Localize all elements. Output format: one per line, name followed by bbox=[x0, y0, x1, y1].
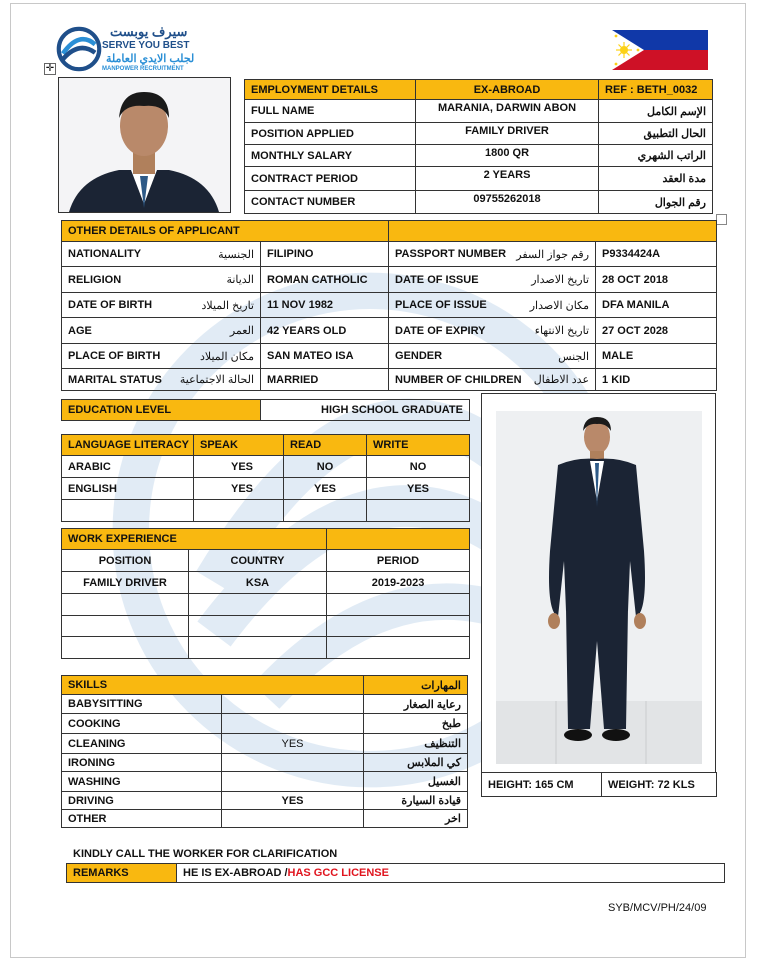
full-name-arabic: الإسم الكامل bbox=[599, 100, 713, 123]
pob-value: SAN MATEO ISA bbox=[261, 344, 389, 369]
skill-name: COOKING bbox=[62, 714, 222, 734]
globe-logo-icon bbox=[56, 26, 102, 72]
reference-number: REF : BETH_0032 bbox=[599, 80, 713, 100]
clarification-notice: KINDLY CALL THE WORKER FOR CLARIFICATION bbox=[73, 848, 338, 860]
weight-value: WEIGHT: 72 KLS bbox=[602, 773, 717, 797]
language-write: YES bbox=[367, 478, 470, 500]
work-country bbox=[189, 616, 327, 637]
work-position bbox=[62, 594, 189, 616]
remarks-highlight: HAS GCC LICENSE bbox=[287, 867, 389, 879]
work-country-header: COUNTRY bbox=[189, 550, 327, 572]
issue-date-arabic: تاريخ الاصدار bbox=[531, 274, 590, 286]
work-position bbox=[62, 616, 189, 637]
skills-header: SKILLS bbox=[62, 676, 364, 695]
skills-header-arabic: المهارات bbox=[364, 676, 468, 695]
other-details-table bbox=[61, 220, 717, 391]
education-value: HIGH SCHOOL GRADUATE bbox=[261, 400, 470, 421]
education-label: EDUCATION LEVEL bbox=[62, 400, 261, 421]
language-name: ENGLISH bbox=[62, 478, 194, 500]
skill-value: YES bbox=[222, 792, 364, 810]
write-header: WRITE bbox=[367, 435, 470, 456]
skill-arabic: الغسيل bbox=[364, 772, 468, 792]
speak-header: SPEAK bbox=[194, 435, 284, 456]
skill-name: CLEANING bbox=[62, 734, 222, 754]
brand-arabic-tagline: لجلب الايدي العاملة bbox=[106, 53, 195, 65]
contract-arabic: مدة العقد bbox=[599, 167, 713, 191]
gender-arabic: الجنس bbox=[558, 350, 590, 363]
skill-value bbox=[222, 810, 364, 828]
expiry-label: DATE OF EXPIRY bbox=[395, 324, 486, 337]
issue-place-value: DFA MANILA bbox=[596, 293, 717, 318]
other-details-header-blank bbox=[389, 221, 717, 242]
work-period bbox=[327, 594, 470, 616]
work-experience-header-blank bbox=[327, 529, 470, 550]
age-label: AGE bbox=[68, 324, 92, 337]
marital-value: MARRIED bbox=[261, 369, 389, 391]
work-experience-header: WORK EXPERIENCE bbox=[62, 529, 327, 550]
skill-arabic: رعاية الصغار bbox=[364, 695, 468, 714]
language-write bbox=[367, 500, 470, 522]
contract-value: 2 YEARS bbox=[416, 167, 599, 191]
position-label: POSITION APPLIED bbox=[245, 123, 416, 145]
work-experience-table bbox=[61, 528, 470, 659]
language-speak bbox=[194, 500, 284, 522]
age-value: 42 YEARS OLD bbox=[261, 318, 389, 344]
skill-value bbox=[222, 754, 364, 772]
skills-table bbox=[61, 675, 468, 828]
dob-value: 11 NOV 1982 bbox=[261, 293, 389, 318]
skill-arabic: طبخ bbox=[364, 714, 468, 734]
height-value: HEIGHT: 165 CM bbox=[482, 773, 602, 797]
language-name bbox=[62, 500, 194, 522]
work-position bbox=[62, 637, 189, 659]
pob-arabic: مكان الميلاد bbox=[199, 350, 254, 363]
nationality-label: NATIONALITY bbox=[68, 248, 142, 260]
work-position-header: POSITION bbox=[62, 550, 189, 572]
work-period bbox=[327, 616, 470, 637]
work-period bbox=[327, 637, 470, 659]
employment-table bbox=[244, 79, 713, 214]
language-read: NO bbox=[284, 456, 367, 478]
full-name-label: FULL NAME bbox=[245, 100, 416, 123]
philippines-flag-icon bbox=[612, 30, 708, 70]
skill-name: IRONING bbox=[62, 754, 222, 772]
skill-arabic: كي الملابس bbox=[364, 754, 468, 772]
work-country bbox=[189, 594, 327, 616]
religion-value: ROMAN CATHOLIC bbox=[261, 267, 389, 293]
skill-name: BABYSITTING bbox=[62, 695, 222, 714]
language-speak: YES bbox=[194, 478, 284, 500]
children-label: NUMBER OF CHILDREN bbox=[395, 373, 522, 386]
skill-arabic: قيادة السيارة bbox=[364, 792, 468, 810]
salary-value: 1800 QR bbox=[416, 145, 599, 167]
education-table bbox=[61, 399, 470, 421]
brand-arabic-name: سيرف يوبست bbox=[110, 24, 188, 39]
work-period-header: PERIOD bbox=[327, 550, 470, 572]
skill-arabic: اخر bbox=[364, 810, 468, 828]
marital-arabic: الحالة الاجتماعية bbox=[179, 374, 254, 386]
pob-label: PLACE OF BIRTH bbox=[68, 350, 161, 362]
skill-value bbox=[222, 695, 364, 714]
expiry-arabic: تاريخ الانتهاء bbox=[534, 325, 590, 337]
issue-date-value: 28 OCT 2018 bbox=[596, 267, 717, 293]
remarks-label: REMARKS bbox=[67, 864, 177, 883]
work-country: KSA bbox=[189, 572, 327, 594]
passport-arabic: رقم جواز السفر bbox=[516, 248, 590, 261]
passport-value: P9334424A bbox=[596, 242, 717, 267]
work-period: 2019-2023 bbox=[327, 572, 470, 594]
skill-value: YES bbox=[222, 734, 364, 754]
religion-label: RELIGION bbox=[68, 273, 122, 286]
gender-value: MALE bbox=[596, 344, 717, 369]
issue-date-label: DATE OF ISSUE bbox=[395, 273, 479, 286]
passport-label: PASSPORT NUMBER bbox=[395, 248, 507, 260]
marital-label: MARITAL STATUS bbox=[68, 373, 162, 386]
measurements-table bbox=[481, 772, 717, 797]
contract-label: CONTRACT PERIOD bbox=[245, 167, 416, 191]
gender-label: GENDER bbox=[395, 350, 443, 362]
brand-tagline: MANPOWER RECRUITMENT bbox=[102, 66, 184, 72]
dob-arabic: تاريخ الميلاد bbox=[201, 299, 254, 312]
skill-arabic: التنظيف bbox=[364, 734, 468, 754]
issue-place-label: PLACE OF ISSUE bbox=[395, 299, 487, 311]
nationality-arabic: الجنسية bbox=[218, 248, 254, 261]
contact-label: CONTACT NUMBER bbox=[245, 191, 416, 214]
other-details-header: OTHER DETAILS OF APPLICANT bbox=[62, 221, 389, 242]
salary-arabic: الراتب الشهري bbox=[599, 145, 713, 167]
nationality-value: FILIPINO bbox=[261, 242, 389, 267]
language-speak: YES bbox=[194, 456, 284, 478]
children-arabic: عدد الاطفال bbox=[533, 374, 590, 386]
children-value: 1 KID bbox=[596, 369, 717, 391]
expiry-value: 27 OCT 2028 bbox=[596, 318, 717, 344]
move-handle-icon[interactable]: ✛ bbox=[45, 63, 55, 74]
skill-name: OTHER bbox=[62, 810, 222, 828]
employment-header: EMPLOYMENT DETAILS bbox=[245, 80, 416, 100]
age-arabic: العمر bbox=[229, 325, 254, 337]
skill-name: WASHING bbox=[62, 772, 222, 792]
headshot-portrait-icon bbox=[59, 78, 230, 212]
employment-status: EX-ABROAD bbox=[416, 80, 599, 100]
document-code: SYB/MCV/PH/24/09 bbox=[608, 902, 707, 914]
full-body-portrait-icon bbox=[496, 411, 702, 764]
full-body-photo bbox=[481, 393, 716, 773]
skill-value bbox=[222, 772, 364, 792]
skill-value bbox=[222, 714, 364, 734]
language-table bbox=[61, 434, 470, 522]
language-write: NO bbox=[367, 456, 470, 478]
work-country bbox=[189, 637, 327, 659]
resize-handle[interactable] bbox=[716, 214, 727, 225]
religion-arabic: الديانة bbox=[226, 274, 254, 286]
remarks-table bbox=[66, 863, 725, 883]
dob-label: DATE OF BIRTH bbox=[68, 299, 153, 311]
read-header: READ bbox=[284, 435, 367, 456]
skill-name: DRIVING bbox=[62, 792, 222, 810]
position-arabic: الحال التطبيق bbox=[599, 123, 713, 145]
brand-name: SERVE YOU BEST bbox=[102, 40, 190, 51]
remarks-text: HE IS EX-ABROAD / bbox=[183, 867, 288, 879]
position-value: FAMILY DRIVER bbox=[416, 123, 599, 145]
contact-value: 09755262018 bbox=[416, 191, 599, 214]
issue-place-arabic: مكان الاصدار bbox=[529, 299, 590, 312]
work-position: FAMILY DRIVER bbox=[62, 572, 189, 594]
headshot-photo bbox=[58, 77, 231, 213]
language-read: YES bbox=[284, 478, 367, 500]
contact-arabic: رقم الجوال bbox=[599, 191, 713, 214]
full-name-value: MARANIA, DARWIN ABON bbox=[416, 100, 599, 123]
language-read bbox=[284, 500, 367, 522]
language-header: LANGUAGE LITERACY bbox=[62, 435, 194, 456]
company-logo bbox=[56, 24, 206, 80]
salary-label: MONTHLY SALARY bbox=[245, 145, 416, 167]
language-name: ARABIC bbox=[62, 456, 194, 478]
